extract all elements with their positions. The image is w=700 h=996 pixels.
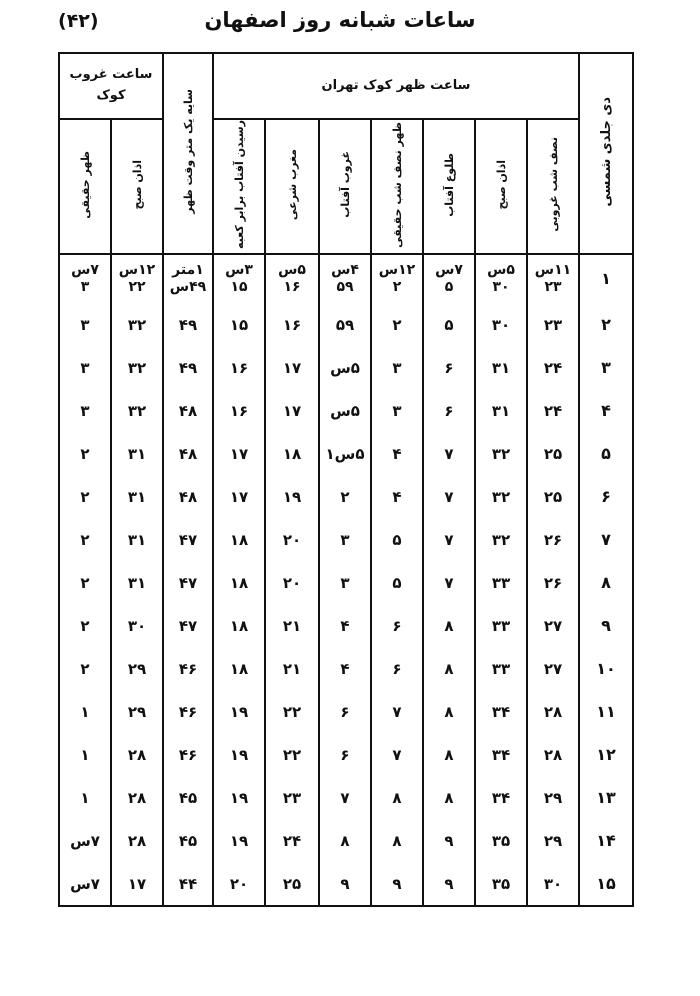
time-cell: ۱۸ — [213, 561, 265, 604]
time-cell: ۱ — [59, 733, 111, 776]
day-cell: ۱۵ — [579, 862, 633, 906]
time-cell: ۳۳ — [475, 647, 527, 690]
day-cell: ۱۱ — [579, 690, 633, 733]
day-cell: ۹ — [579, 604, 633, 647]
time-value: ۵ — [444, 279, 454, 296]
time-cell: ۴۹ — [163, 346, 213, 389]
time-cell: ۱۵ — [213, 303, 265, 346]
time-cell: ۱۹ — [265, 475, 319, 518]
time-cell — [111, 254, 163, 303]
table-row — [59, 303, 633, 346]
time-cell: ۲۳ — [527, 303, 579, 346]
day-cell: ۵ — [579, 432, 633, 475]
time-cell: ۷ — [319, 776, 371, 819]
time-cell: ۲۰ — [213, 862, 265, 906]
day-cell: ۳ — [579, 346, 633, 389]
time-cell: ۲۸ — [111, 776, 163, 819]
table-row — [59, 561, 633, 604]
time-cell: ۲۷ — [527, 604, 579, 647]
header-sunrise: طلوع آفتاب — [423, 119, 475, 254]
time-cell: ۳۰ — [475, 303, 527, 346]
time-cell: ۱۸ — [265, 432, 319, 475]
time-value: ۲۲ — [128, 279, 146, 296]
time-cell: ۲ — [59, 604, 111, 647]
time-cell: ۴۸ — [163, 432, 213, 475]
time-cell: ۴۷ — [163, 518, 213, 561]
time-cell: ۴۶ — [163, 690, 213, 733]
header-tehran-clock: ساعت ظهر کوک تهران — [213, 53, 579, 119]
time-cell: ۱۹ — [213, 733, 265, 776]
time-cell: ۳۴ — [475, 733, 527, 776]
time-cell: ۲۷ — [527, 647, 579, 690]
time-cell: ۳۱ — [111, 518, 163, 561]
time-cell — [59, 254, 111, 303]
time-cell: ۳ — [59, 303, 111, 346]
day-cell: ۶ — [579, 475, 633, 518]
time-value: ۲ — [392, 279, 402, 296]
time-cell: ۲۱ — [265, 647, 319, 690]
time-cell: ۳۴ — [475, 776, 527, 819]
time-cell: ۳۲ — [111, 346, 163, 389]
time-cell: ۶ — [423, 389, 475, 432]
time-cell: ۱۷ — [265, 346, 319, 389]
day-cell: ۱۰ — [579, 647, 633, 690]
time-cell: ۸ — [319, 819, 371, 862]
time-value: ۱۵ — [230, 279, 248, 296]
time-cell: ۳۱ — [111, 561, 163, 604]
time-cell: ۴۷ — [163, 561, 213, 604]
day-cell: ۱ — [579, 254, 633, 303]
time-value: ۳س — [225, 262, 253, 279]
time-cell: ۲۴ — [527, 346, 579, 389]
time-value: ۱۲س — [118, 262, 156, 279]
time-value: ۱۶ — [283, 279, 301, 296]
time-cell: ۵۹ — [319, 303, 371, 346]
time-cell: ۲۹ — [527, 819, 579, 862]
time-cell: ۳۳ — [475, 604, 527, 647]
time-cell: ۳۵ — [475, 819, 527, 862]
time-value: ۲۳ — [544, 279, 562, 296]
time-cell: ۶ — [319, 733, 371, 776]
time-cell: ۵س — [319, 389, 371, 432]
header-mid-night: نصف شب غروبی — [527, 119, 579, 254]
time-cell: ۷ — [371, 733, 423, 776]
time-cell: ۱۹ — [213, 690, 265, 733]
time-cell: ۵ — [371, 561, 423, 604]
time-cell: ۳۲ — [475, 475, 527, 518]
time-cell — [319, 254, 371, 303]
table-row — [59, 346, 633, 389]
time-cell: ۳ — [59, 389, 111, 432]
time-cell: ۷ — [423, 561, 475, 604]
page-number: (۴۲) — [58, 10, 99, 32]
time-value: ۱متر — [172, 262, 204, 279]
time-cell: ۶ — [371, 604, 423, 647]
time-cell: ۳۲ — [475, 518, 527, 561]
header-sunset-clock: ساعت غروب کوک — [59, 53, 163, 119]
time-cell: ۸ — [423, 776, 475, 819]
time-cell: ۱۶ — [213, 389, 265, 432]
day-cell: ۲ — [579, 303, 633, 346]
day-cell: ۴ — [579, 389, 633, 432]
time-value: ۱۲س — [378, 262, 416, 279]
time-cell: ۴ — [371, 475, 423, 518]
time-cell: ۴ — [319, 604, 371, 647]
table-row — [59, 819, 633, 862]
table-row — [59, 432, 633, 475]
time-cell: ۷س — [59, 819, 111, 862]
time-cell: ۲۲ — [265, 733, 319, 776]
header-qibla: رسیدن آفتاب برابر کعبه — [213, 119, 265, 254]
time-cell: ۱۷ — [265, 389, 319, 432]
time-cell: ۲ — [59, 475, 111, 518]
time-value: ۴۹س — [169, 279, 207, 296]
time-cell: ۱۶ — [265, 303, 319, 346]
time-cell: ۳ — [59, 346, 111, 389]
time-cell: ۳ — [319, 518, 371, 561]
time-cell: ۳۲ — [111, 389, 163, 432]
time-cell: ۸ — [423, 733, 475, 776]
header-real-noon: ظهر حقیقی — [59, 119, 111, 254]
time-cell: ۳۱ — [475, 389, 527, 432]
time-value: ۷س — [435, 262, 463, 279]
time-cell: ۲۵ — [265, 862, 319, 906]
time-cell: ۸ — [371, 819, 423, 862]
table-row — [59, 862, 633, 906]
time-cell: ۳۰ — [527, 862, 579, 906]
time-cell: ۲۹ — [111, 690, 163, 733]
time-cell: ۳۱ — [475, 346, 527, 389]
time-cell: ۳ — [371, 389, 423, 432]
time-cell: ۳۳ — [475, 561, 527, 604]
time-cell: ۲ — [59, 561, 111, 604]
prayer-times-table — [58, 52, 634, 907]
time-cell: ۲۵ — [527, 432, 579, 475]
time-cell: ۶ — [319, 690, 371, 733]
time-cell: ۲ — [59, 647, 111, 690]
time-cell: ۴۵ — [163, 819, 213, 862]
time-cell: ۷ — [423, 475, 475, 518]
time-cell: ۶ — [423, 346, 475, 389]
time-cell: ۴۷ — [163, 604, 213, 647]
table-row — [59, 733, 633, 776]
time-value: ۴س — [331, 262, 359, 279]
time-cell: ۴۴ — [163, 862, 213, 906]
time-value: ۳۰ — [492, 279, 510, 296]
time-cell: ۲۱ — [265, 604, 319, 647]
time-cell: ۲۳ — [265, 776, 319, 819]
time-cell: ۷ — [423, 518, 475, 561]
time-cell: ۳۲ — [111, 303, 163, 346]
table-row — [59, 254, 633, 303]
time-cell: ۲۸ — [111, 819, 163, 862]
time-cell: ۴۸ — [163, 389, 213, 432]
time-cell: ۲۸ — [527, 690, 579, 733]
time-cell: ۱۷ — [111, 862, 163, 906]
time-cell: ۲۲ — [265, 690, 319, 733]
time-cell: ۴۸ — [163, 475, 213, 518]
time-cell: ۷س — [59, 862, 111, 906]
time-cell — [527, 254, 579, 303]
time-cell: ۵س — [319, 346, 371, 389]
time-cell: ۸ — [423, 647, 475, 690]
table-row — [59, 475, 633, 518]
time-cell — [475, 254, 527, 303]
time-cell: ۲۴ — [265, 819, 319, 862]
time-cell: ۳۰ — [111, 604, 163, 647]
time-cell: ۴ — [319, 647, 371, 690]
day-cell: ۸ — [579, 561, 633, 604]
time-cell: ۱۸ — [213, 604, 265, 647]
table-row — [59, 690, 633, 733]
time-cell: ۹ — [319, 862, 371, 906]
day-cell: ۱۳ — [579, 776, 633, 819]
time-cell — [371, 254, 423, 303]
time-cell: ۲۹ — [111, 647, 163, 690]
time-cell: ۲ — [59, 518, 111, 561]
time-cell: ۷ — [423, 432, 475, 475]
time-cell — [163, 254, 213, 303]
time-cell: ۹ — [423, 819, 475, 862]
header-dawn-sunset-clock: اذان صبح — [111, 119, 163, 254]
time-cell: ۸ — [371, 776, 423, 819]
time-cell: ۳۱ — [111, 475, 163, 518]
time-cell: ۳ — [371, 346, 423, 389]
header-dawn: اذان صبح — [475, 119, 527, 254]
table-row — [59, 389, 633, 432]
time-cell: ۱۸ — [213, 518, 265, 561]
time-cell: ۴۶ — [163, 647, 213, 690]
header-day: دی جلدی شمسی — [579, 53, 633, 254]
time-cell: ۳ — [319, 561, 371, 604]
time-value: ۱۱س — [534, 262, 572, 279]
time-cell: ۵ — [423, 303, 475, 346]
header-noon: ظهر نصف شب حقیقی — [371, 119, 423, 254]
time-cell: ۲۶ — [527, 561, 579, 604]
time-cell: ۲۰ — [265, 518, 319, 561]
time-cell: ۲۸ — [527, 733, 579, 776]
time-cell: ۴۵ — [163, 776, 213, 819]
time-cell: ۹ — [371, 862, 423, 906]
header-shadow-noon: سایه یک متر وقت ظهر — [163, 53, 213, 254]
time-cell: ۳۵ — [475, 862, 527, 906]
time-cell — [213, 254, 265, 303]
time-cell: ۲۹ — [527, 776, 579, 819]
table-row — [59, 647, 633, 690]
time-cell: ۱۸ — [213, 647, 265, 690]
time-cell: ۳۴ — [475, 690, 527, 733]
day-cell: ۷ — [579, 518, 633, 561]
time-value: ۵س — [278, 262, 306, 279]
header-maghrib: مغرب شرعی — [265, 119, 319, 254]
time-cell: ۱۹ — [213, 776, 265, 819]
time-cell — [423, 254, 475, 303]
time-value: ۳ — [80, 279, 90, 296]
time-cell: ۲۴ — [527, 389, 579, 432]
day-cell: ۱۴ — [579, 819, 633, 862]
time-cell: ۲ — [319, 475, 371, 518]
time-cell: ۲۸ — [111, 733, 163, 776]
table-row — [59, 776, 633, 819]
time-cell: ۴۶ — [163, 733, 213, 776]
time-cell: ۲ — [59, 432, 111, 475]
time-value: ۵س — [487, 262, 515, 279]
header-sunset: غروب آفتاب — [319, 119, 371, 254]
time-cell: ۱۷ — [213, 475, 265, 518]
time-cell: ۸ — [423, 690, 475, 733]
time-cell: ۸ — [423, 604, 475, 647]
time-cell: ۹ — [423, 862, 475, 906]
page-title: ساعات شبانه روز اصفهان — [204, 8, 476, 32]
time-cell: ۴۹ — [163, 303, 213, 346]
table-row — [59, 518, 633, 561]
time-value: ۷س — [71, 262, 99, 279]
time-cell: ۲۰ — [265, 561, 319, 604]
time-cell: ۳۲ — [475, 432, 527, 475]
time-cell: ۲۵ — [527, 475, 579, 518]
time-cell: ۱۶ — [213, 346, 265, 389]
time-cell: ۱ — [59, 776, 111, 819]
time-cell: ۶ — [371, 647, 423, 690]
day-cell: ۱۲ — [579, 733, 633, 776]
time-cell: ۱۷ — [213, 432, 265, 475]
time-cell — [265, 254, 319, 303]
time-value: ۵۹ — [336, 279, 354, 296]
time-cell: ۲ — [371, 303, 423, 346]
table-row — [59, 604, 633, 647]
time-cell: ۵ — [371, 518, 423, 561]
time-cell: ۷ — [371, 690, 423, 733]
time-cell: ۳۱ — [111, 432, 163, 475]
time-cell: ۱۹ — [213, 819, 265, 862]
time-cell: ۲۶ — [527, 518, 579, 561]
time-cell: ۵س۱ — [319, 432, 371, 475]
time-cell: ۴ — [371, 432, 423, 475]
time-cell: ۱ — [59, 690, 111, 733]
